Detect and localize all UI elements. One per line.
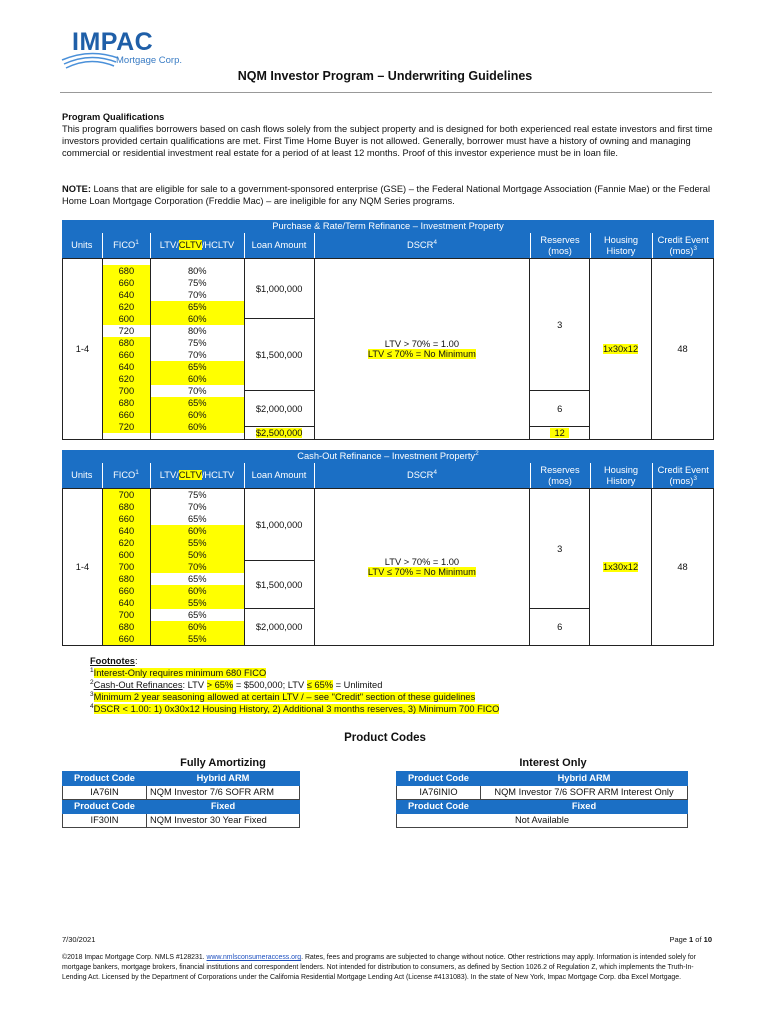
fico-value: 680: [103, 397, 150, 409]
table1-header: [62, 233, 714, 258]
dscr-line-2: LTV ≤ 70% = No Minimum: [367, 567, 476, 577]
col-fico: FICO$^1$: [102, 233, 150, 258]
footnote-4: $^4$DSCR < 1.00: 1) 0x30x12 Housing History, 2) Additional 3 months reserves, 3) Minimum 700 FICO: [90, 702, 500, 714]
col-credit: Credit Event (mos)$^3$: [652, 233, 714, 258]
fico-value: 660: [103, 513, 150, 525]
loan-amount-3: $2,000,000: [245, 391, 314, 427]
ltv-value: 70%: [187, 350, 207, 360]
ltv-value: 60%: [151, 585, 244, 597]
col-reserves: Reserves (mos): [530, 233, 590, 258]
logo-text: IMPAC: [72, 28, 154, 56]
title-divider: [60, 92, 712, 93]
fico-value: 620: [103, 373, 150, 385]
fico-list: [102, 489, 150, 646]
ltv-value: 60%: [151, 313, 244, 325]
loan-amount-list: [244, 259, 314, 440]
loan-amount-1: $1,000,000: [245, 259, 314, 319]
fico-value: 620: [103, 537, 150, 549]
footnotes-heading: Footnotes: [90, 656, 135, 666]
ltv-value: 75%: [187, 278, 207, 288]
table1-body: [62, 258, 714, 440]
io-header-code-2: Product Code: [397, 800, 481, 814]
ltv-value: 65%: [151, 361, 244, 373]
fico-value: 640: [103, 289, 150, 301]
footnote-2: $^2$Cash-Out Refinances: LTV > 65% = $500,000; LTV ≤ 65% = Unlimited: [90, 678, 383, 690]
fico-value: 680: [103, 501, 150, 513]
dscr-line-2: LTV ≤ 70% = No Minimum: [367, 349, 476, 359]
col-housing: Housing History: [590, 233, 652, 258]
loan-amount-list: [244, 489, 314, 646]
fico-value: 640: [103, 597, 150, 609]
col-ltv: LTV/CLTV/HCLTV: [150, 233, 244, 258]
fico-value: 680: [103, 621, 150, 633]
fully-amortizing-title: Fully Amortizing: [180, 757, 266, 769]
ltv-value: 65%: [151, 301, 244, 313]
ltv-value: 60%: [151, 409, 244, 421]
ltv-value: 65%: [151, 397, 244, 409]
loan-amount-2: $1,500,000: [245, 561, 314, 609]
ltv-value: 70%: [187, 290, 207, 300]
company-logo: [60, 22, 190, 74]
ltv-value: 70%: [187, 502, 207, 512]
col-housing: Housing History: [590, 463, 652, 488]
ltv-value: 70%: [151, 561, 244, 573]
ltv-value: 60%: [151, 525, 244, 537]
io-desc-1: NQM Investor 7/6 SOFR ARM Interest Only: [481, 786, 688, 800]
io-header-fixed: Fixed: [481, 800, 688, 814]
loan-amount-3: $2,000,000: [255, 622, 303, 632]
col-units: Units: [71, 470, 93, 480]
ltv-value: 80%: [187, 266, 207, 276]
io-header-arm: Hybrid ARM: [481, 772, 688, 786]
dscr-line-1: LTV > 70% = 1.00: [384, 339, 460, 349]
ltv-list: [150, 259, 244, 440]
fico-value: 660: [103, 585, 150, 597]
interest-only-table: [396, 771, 688, 828]
fico-value: 700: [103, 609, 150, 621]
fico-value: 700: [103, 561, 150, 573]
reserves-1: 3: [530, 489, 589, 609]
purchase-refi-table: [62, 220, 714, 440]
ltv-value: 55%: [151, 633, 244, 645]
fico-value: 640: [103, 525, 150, 537]
qualifications-heading: Program Qualifications: [62, 112, 165, 122]
io-header-code: Product Code: [397, 772, 481, 786]
col-loan-amount: Loan Amount: [244, 463, 314, 488]
ltv-value: 60%: [151, 373, 244, 385]
fa-header-code-2: Product Code: [63, 800, 147, 814]
ltv-value: 60%: [151, 421, 244, 433]
credit-cell: 48: [652, 489, 714, 646]
note-paragraph: [62, 183, 714, 207]
product-codes-title: Product Codes: [344, 732, 426, 744]
reserves-list: [530, 489, 590, 646]
footnote-1: $^1$Interest-Only requires minimum 680 FICO: [90, 666, 267, 678]
fa-header-arm: Hybrid ARM: [147, 772, 300, 786]
io-code-1: IA76INIO: [397, 786, 481, 800]
fico-value: 680: [103, 573, 150, 585]
table2-body: [62, 488, 714, 646]
dscr-line-1: LTV > 70% = 1.00: [384, 557, 460, 567]
logo-subtitle: Mortgage Corp.: [116, 55, 183, 66]
dscr-cell: [314, 259, 530, 440]
fully-amortizing-table: [62, 771, 300, 828]
fa-header-code: Product Code: [63, 772, 147, 786]
fico-value: 700: [103, 385, 150, 397]
dscr-cell: [314, 489, 530, 646]
fa-desc-1: NQM Investor 7/6 SOFR ARM: [147, 786, 300, 800]
footer-disclaimer: ©2018 Impac Mortgage Corp. NMLS #128231. www.nmlsconsumeraccess.org. Rates, fees and programs are subjected to change without notice. Other restrictions may apply. Information is intended solely for mortgage bankers, mortgage brokers, financial institutions and correspondent lenders. Not intended for distribution to consumers, as defined by Section 1026.2 of Regulation Z, which implements the Truth-In-Lending Act. Licensed by the Department of Corporations under the California Residential Mortgage Lending Act (License #4131083). In the state of New York, Impac Mortgage Corp. dba Excel Mortgage.: [62, 954, 696, 981]
loan-amount-2: $1,500,000: [245, 319, 314, 391]
units-cell: 1-4: [63, 259, 103, 440]
note-label: NOTE:: [62, 184, 91, 194]
cash-out-table: [62, 450, 714, 646]
fico-value: 600: [103, 549, 150, 561]
reserves-2: 6: [557, 622, 563, 632]
ltv-value: 65%: [187, 574, 207, 584]
ltv-value: 55%: [151, 537, 244, 549]
fico-value: 720: [103, 421, 150, 433]
fa-header-fixed: Fixed: [147, 800, 300, 814]
reserves-3: 12: [550, 428, 568, 438]
note-text: Loans that are eligible for sale to a government-sponsored enterprise (GSE) – the Federal National Mortgage Association (Fannie Mae) or the Federal Home Loan Mortgage Corporation (Freddie Mac) – are ineligible for any NQM Series programs.: [62, 184, 711, 206]
fico-value: 660: [103, 277, 150, 289]
fico-value: 680: [103, 337, 150, 349]
ltv-value: 50%: [151, 549, 244, 561]
ltv-value: 70%: [187, 386, 207, 396]
loan-amount-4: $2,500,000: [255, 428, 303, 438]
col-fico: FICO$^1$: [102, 463, 150, 488]
col-reserves: Reserves (mos): [530, 463, 590, 488]
reserves-1: 3: [530, 259, 589, 391]
table2-header: [62, 463, 714, 488]
units-cell: 1-4: [63, 489, 103, 646]
housing-cell: 1x30x12: [590, 489, 652, 646]
qualifications-body: This program qualifies borrowers based on cash flows solely from the subject property and is designed for both experienced real estate investors and first time investors provided certain qualifications are met. First Time Home Buyer is not allowed. Generally, borrower must have a history of owning and managing commercial or residential investment real estate for a period of at least 12 months. Proof of this investor experience must be in loan file.: [62, 124, 713, 158]
qualifications-section: [62, 111, 714, 159]
col-dscr: DSCR$^4$: [314, 233, 530, 258]
fico-value: 660: [103, 633, 150, 645]
ltv-value: 55%: [151, 597, 244, 609]
fa-code-1: IA76IN: [63, 786, 147, 800]
reserves-list: [530, 259, 590, 440]
table2-band: Cash-Out Refinance – Investment Property$^2$: [62, 450, 714, 463]
credit-cell: 48: [652, 259, 714, 440]
ltv-list: [150, 489, 244, 646]
ltv-value: 60%: [151, 621, 244, 633]
fico-value: 640: [103, 361, 150, 373]
interest-only-title: Interest Only: [519, 757, 587, 769]
io-not-available: Not Available: [397, 814, 688, 828]
fico-value: 720: [118, 326, 135, 336]
page-number: Page 1 of 10: [669, 935, 712, 944]
page-title: NQM Investor Program – Underwriting Guidelines: [237, 69, 533, 83]
housing-cell: 1x30x12: [590, 259, 652, 440]
fico-value: 660: [103, 409, 150, 421]
col-dscr: DSCR$^4$: [314, 463, 530, 488]
ltv-value: 80%: [187, 326, 207, 336]
fico-value: 660: [103, 349, 150, 361]
col-units: Units: [71, 240, 93, 250]
ltv-value: 75%: [187, 338, 207, 348]
fico-value: 700: [103, 489, 150, 501]
fico-value: 600: [103, 313, 150, 325]
fa-code-2: IF30IN: [63, 814, 147, 828]
fico-list: [102, 259, 150, 440]
loan-amount-1: $1,000,000: [245, 489, 314, 561]
ltv-value: 65%: [187, 610, 207, 620]
table1-band: Purchase & Rate/Term Refinance – Investment Property: [62, 220, 714, 233]
footnote-3: $^3$Minimum 2 year seasoning allowed at certain LTV / – see "Credit" section of these guidelines: [90, 690, 476, 702]
fa-desc-2: NQM Investor 30 Year Fixed: [147, 814, 300, 828]
reserves-2: 6: [530, 391, 589, 427]
ltv-value: 65%: [187, 514, 207, 524]
fico-value: 620: [103, 301, 150, 313]
col-loan-amount: Loan Amount: [244, 233, 314, 258]
fico-value: 680: [103, 265, 150, 277]
nmls-link[interactable]: www.nmlsconsumeraccess.org: [206, 954, 302, 961]
col-ltv: LTV/CLTV/HCLTV: [150, 463, 244, 488]
col-credit: Credit Event (mos)$^3$: [652, 463, 714, 488]
ltv-value: 75%: [187, 490, 207, 500]
footer-date: 7/30/2021: [62, 935, 96, 944]
footnotes: Footnotes: $^1$Interest-Only requires minimum 680 FICO $^2$Cash-Out Refinances: LTV > 65% = $500,000; LTV ≤ 65% = Unlimited $^3$Minimum 2 year seasoning allowed at certain LTV / – see "Credit" section of these guidelines $^4$DSCR < 1.00: 1) 0x30x12 Housing History, 2) Additional 3 months reserves, 3) Minimum 700 FICO: [90, 656, 500, 714]
